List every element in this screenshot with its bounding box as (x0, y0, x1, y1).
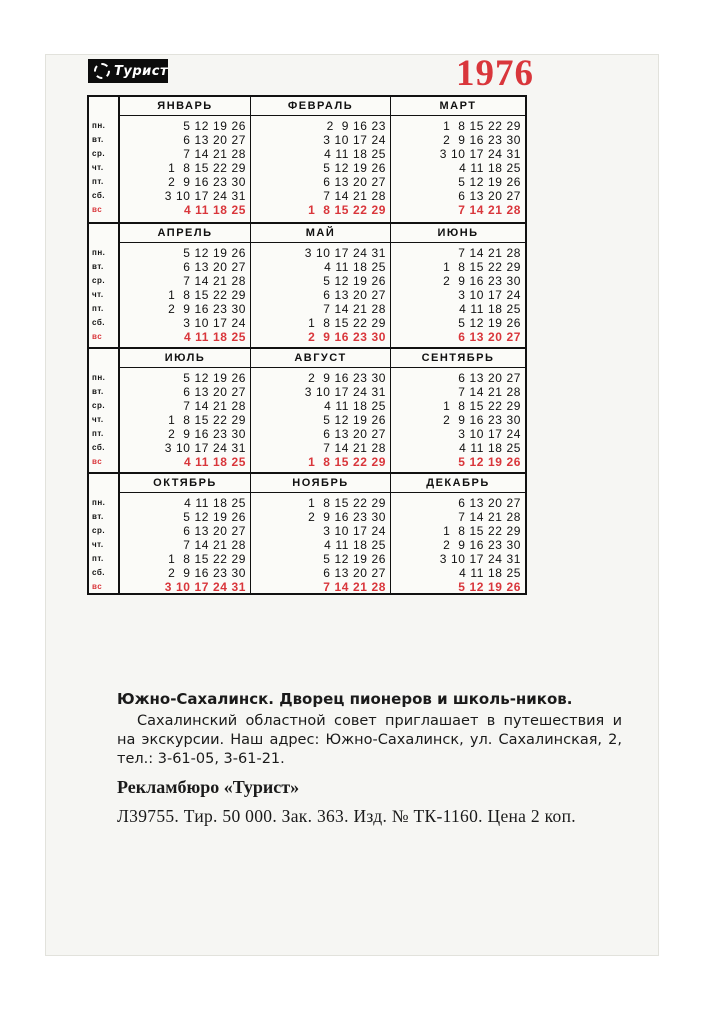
weekday-label: ср. (92, 401, 106, 410)
weekday-label: пт. (92, 554, 104, 563)
weekday-dates: 6 13 20 27 (183, 524, 246, 538)
gear-emblem-icon (94, 63, 110, 79)
weekday-label: чт. (92, 163, 104, 172)
month-block (250, 97, 390, 222)
sunday-dates: 6 13 20 27 (458, 330, 521, 344)
month-block (250, 347, 390, 472)
weekday-dates: 7 14 21 28 (458, 510, 521, 524)
month-name: ФЕВРАЛЬ (251, 97, 390, 116)
weekday-labels (89, 222, 120, 347)
weekday-label: вс (92, 457, 103, 466)
sunday-dates: 4 11 18 25 (183, 455, 246, 469)
weekday-label: пт. (92, 429, 104, 438)
weekday-dates: 4 11 18 25 (459, 161, 521, 175)
month-name: ЯНВАРЬ (120, 97, 250, 116)
month-block (390, 347, 525, 472)
sunday-dates: 1 8 15 22 29 (308, 455, 386, 469)
weekday-dates: 1 8 15 22 29 (168, 161, 246, 175)
weekday-label: вт. (92, 262, 104, 271)
weekday-dates: 2 9 16 23 30 (308, 371, 386, 385)
weekday-dates: 5 12 19 26 (458, 316, 521, 330)
weekday-dates: 3 10 17 24 31 (164, 441, 246, 455)
weekday-labels (89, 97, 120, 222)
weekday-label: пн. (92, 498, 106, 507)
sunday-dates: 3 10 17 24 31 (164, 580, 246, 594)
month-block (390, 222, 525, 347)
ad-paragraph: Сахалинский областной совет приглашает в путешествия и на экскурсии. Наш адрес: Южно-Сахалинск, ул. Сахалинская, 2, тел.: 3-61-05, 3-61-21. (117, 713, 622, 767)
advertisement-text (117, 690, 622, 827)
weekday-dates: 5 12 19 26 (323, 552, 386, 566)
weekday-label: вт. (92, 135, 104, 144)
weekday-dates: 2 9 16 23 30 (443, 413, 521, 427)
bureau-name: Рекламбюро «Турист» (117, 777, 300, 797)
weekday-dates: 6 13 20 27 (323, 175, 386, 189)
calendar-year: 1976 (456, 53, 534, 94)
weekday-dates: 6 13 20 27 (183, 260, 246, 274)
weekday-dates: 2 9 16 23 30 (443, 538, 521, 552)
sunday-dates: 7 14 21 28 (458, 203, 521, 217)
weekday-dates: 6 13 20 27 (323, 427, 386, 441)
weekday-dates: 5 12 19 26 (183, 510, 246, 524)
weekday-label: сб. (92, 318, 106, 327)
month-block (120, 472, 250, 593)
weekday-dates: 1 8 15 22 29 (168, 413, 246, 427)
weekday-dates: 5 12 19 26 (458, 175, 521, 189)
weekday-label: вт. (92, 387, 104, 396)
weekday-dates: 3 10 17 24 31 (439, 552, 521, 566)
sunday-dates: 4 11 18 25 (183, 203, 246, 217)
weekday-label: пн. (92, 248, 106, 257)
month-block (120, 97, 250, 222)
weekday-dates: 7 14 21 28 (323, 302, 386, 316)
weekday-dates: 1 8 15 22 29 (168, 288, 246, 302)
weekday-dates: 7 14 21 28 (183, 274, 246, 288)
sunday-dates: 2 9 16 23 30 (308, 330, 386, 344)
weekday-dates: 4 11 18 25 (459, 441, 521, 455)
calendar-grid (87, 95, 527, 595)
logo-text: Турист (114, 63, 168, 79)
weekday-dates: 5 12 19 26 (183, 246, 246, 260)
weekday-label: ср. (92, 276, 106, 285)
weekday-dates: 5 12 19 26 (323, 274, 386, 288)
weekday-dates: 7 14 21 28 (323, 189, 386, 203)
weekday-label: вс (92, 205, 103, 214)
weekday-dates: 1 8 15 22 29 (168, 552, 246, 566)
month-block (250, 222, 390, 347)
weekday-dates: 7 14 21 28 (458, 246, 521, 260)
sunday-dates: 1 8 15 22 29 (308, 203, 386, 217)
month-name: ДЕКАБРЬ (391, 474, 525, 493)
weekday-dates: 3 10 17 24 (183, 316, 246, 330)
month-name: АВГУСТ (251, 349, 390, 368)
month-name: ОКТЯБРЬ (120, 474, 250, 493)
sunday-dates: 7 14 21 28 (323, 580, 386, 594)
weekday-label: сб. (92, 191, 106, 200)
weekday-dates: 5 12 19 26 (183, 119, 246, 133)
weekday-dates: 2 9 16 23 30 (168, 175, 246, 189)
weekday-dates: 3 10 17 24 (323, 524, 386, 538)
weekday-dates: 4 11 18 25 (459, 302, 521, 316)
weekday-label: чт. (92, 415, 104, 424)
weekday-dates: 2 9 16 23 30 (168, 566, 246, 580)
sunday-dates: 5 12 19 26 (458, 455, 521, 469)
weekday-dates: 2 9 16 23 (326, 119, 386, 133)
weekday-dates: 2 9 16 23 30 (443, 274, 521, 288)
weekday-dates: 1 8 15 22 29 (443, 119, 521, 133)
weekday-dates: 6 13 20 27 (458, 189, 521, 203)
weekday-label: пн. (92, 373, 106, 382)
weekday-dates: 3 10 17 24 31 (304, 385, 386, 399)
month-name: МАЙ (251, 224, 390, 243)
month-block (390, 472, 525, 593)
weekday-dates: 3 10 17 24 (458, 427, 521, 441)
weekday-dates: 1 8 15 22 29 (443, 524, 521, 538)
weekday-label: чт. (92, 290, 104, 299)
month-block (250, 472, 390, 593)
weekday-label: чт. (92, 540, 104, 549)
turist-logo (88, 59, 168, 83)
weekday-dates: 1 8 15 22 29 (308, 316, 386, 330)
month-name: НОЯБРЬ (251, 474, 390, 493)
weekday-dates: 5 12 19 26 (323, 413, 386, 427)
weekday-label: ср. (92, 526, 106, 535)
weekday-labels (89, 472, 120, 593)
month-name: МАРТ (391, 97, 525, 116)
weekday-dates: 3 10 17 24 31 (304, 246, 386, 260)
month-name: СЕНТЯБРЬ (391, 349, 525, 368)
weekday-dates: 2 9 16 23 30 (443, 133, 521, 147)
ad-heading: Южно-Сахалинск. Дворец пионеров и школь-ников. (117, 690, 573, 708)
weekday-dates: 1 8 15 22 29 (308, 496, 386, 510)
weekday-dates: 3 10 17 24 31 (439, 147, 521, 161)
weekday-dates: 3 10 17 24 31 (164, 189, 246, 203)
weekday-dates: 4 11 18 25 (324, 260, 386, 274)
weekday-dates: 1 8 15 22 29 (443, 399, 521, 413)
weekday-dates: 3 10 17 24 (323, 133, 386, 147)
weekday-dates: 7 14 21 28 (323, 441, 386, 455)
weekday-dates: 3 10 17 24 (458, 288, 521, 302)
weekday-label: сб. (92, 443, 106, 452)
sunday-dates: 4 11 18 25 (183, 330, 246, 344)
weekday-label: вс (92, 332, 103, 341)
weekday-dates: 2 9 16 23 30 (168, 427, 246, 441)
weekday-dates: 5 12 19 26 (323, 161, 386, 175)
month-block (120, 347, 250, 472)
weekday-dates: 7 14 21 28 (458, 385, 521, 399)
weekday-dates: 4 11 18 25 (324, 147, 386, 161)
weekday-dates: 6 13 20 27 (183, 133, 246, 147)
weekday-dates: 6 13 20 27 (323, 288, 386, 302)
sunday-dates: 5 12 19 26 (458, 580, 521, 594)
weekday-label: пт. (92, 304, 104, 313)
weekday-label: вс (92, 582, 103, 591)
weekday-dates: 4 11 18 25 (184, 496, 246, 510)
month-block (120, 222, 250, 347)
weekday-dates: 6 13 20 27 (323, 566, 386, 580)
weekday-dates: 7 14 21 28 (183, 147, 246, 161)
weekday-labels (89, 347, 120, 472)
weekday-label: сб. (92, 568, 106, 577)
weekday-label: пн. (92, 121, 106, 130)
print-info: Л39755. Тир. 50 000. Зак. 363. Изд. № ТК-1160. Цена 2 коп. (117, 806, 576, 826)
weekday-dates: 7 14 21 28 (183, 538, 246, 552)
weekday-dates: 2 9 16 23 30 (308, 510, 386, 524)
weekday-dates: 2 9 16 23 30 (168, 302, 246, 316)
weekday-dates: 1 8 15 22 29 (443, 260, 521, 274)
month-name: ИЮНЬ (391, 224, 525, 243)
weekday-dates: 4 11 18 25 (324, 399, 386, 413)
weekday-dates: 4 11 18 25 (459, 566, 521, 580)
weekday-dates: 6 13 20 27 (458, 371, 521, 385)
weekday-label: вт. (92, 512, 104, 521)
weekday-dates: 6 13 20 27 (458, 496, 521, 510)
weekday-dates: 7 14 21 28 (183, 399, 246, 413)
weekday-dates: 4 11 18 25 (324, 538, 386, 552)
month-block (390, 97, 525, 222)
weekday-label: ср. (92, 149, 106, 158)
weekday-dates: 6 13 20 27 (183, 385, 246, 399)
weekday-label: пт. (92, 177, 104, 186)
weekday-dates: 5 12 19 26 (183, 371, 246, 385)
month-name: ИЮЛЬ (120, 349, 250, 368)
month-name: АПРЕЛЬ (120, 224, 250, 243)
